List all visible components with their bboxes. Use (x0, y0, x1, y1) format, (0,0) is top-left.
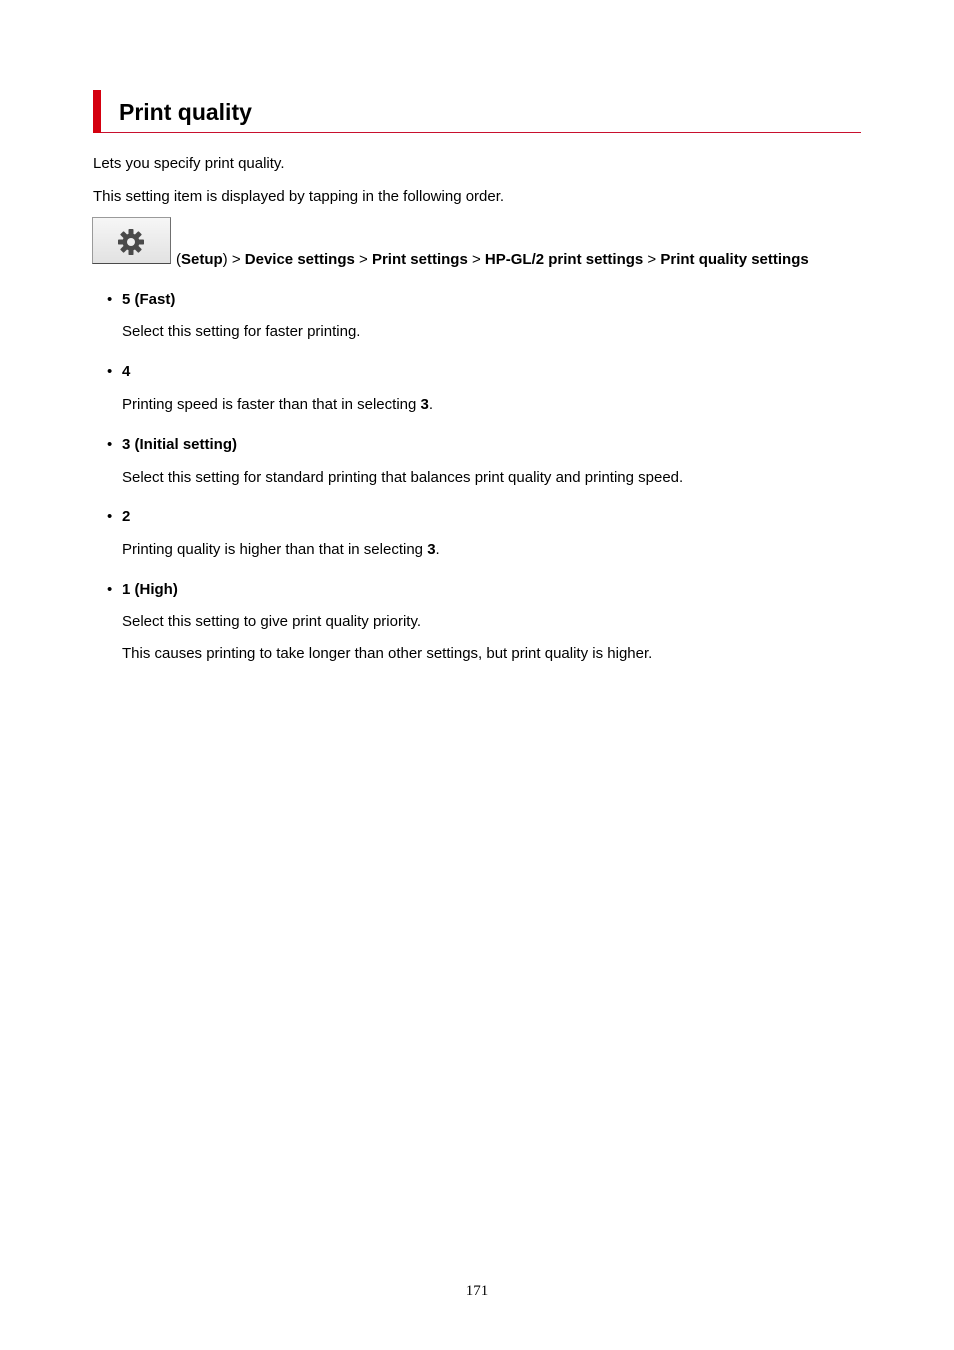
gear-icon (117, 228, 145, 256)
path-print-quality-settings: Print quality settings (660, 251, 809, 268)
intro-text: Lets you specify print quality. (93, 155, 285, 172)
description-text: . (428, 396, 434, 413)
option-description (122, 541, 440, 559)
path-separator: > (359, 251, 368, 268)
bullet: • (107, 436, 113, 453)
path-device-settings: Device settings (244, 251, 355, 268)
path-separator: > (647, 251, 657, 268)
heading-accent-bar (93, 90, 101, 133)
page-number: 171 (465, 1283, 489, 1299)
description-text: . (435, 541, 440, 558)
bullet: • (107, 581, 113, 598)
intro-text: This setting item is displayed by tapping in the following order. (93, 188, 505, 205)
page-title: Print quality (119, 99, 252, 125)
path-separator: > (231, 251, 241, 268)
option-title: 5 (Fast) (122, 291, 176, 308)
bullet: • (107, 508, 113, 525)
description-text: Printing speed is faster than that in selecting (122, 396, 421, 413)
path-hpgl2-print-settings: HP-GL/2 print settings (484, 251, 644, 268)
option-title: 2 (122, 508, 131, 525)
paren: ( (176, 251, 181, 268)
option-description: Select this setting to give print quality priority. (122, 613, 422, 630)
option-title: 1 (High) (122, 581, 178, 598)
page-heading (93, 90, 861, 133)
option-description: Select this setting for standard printing that balances print quality and printing speed. (122, 469, 684, 486)
bullet: • (107, 363, 113, 380)
option-description: Select this setting for faster printing. (122, 323, 361, 340)
description-bold-value: 3 (420, 396, 429, 413)
path-setup: Setup (181, 251, 223, 268)
path-separator: > (471, 251, 481, 268)
menu-path (176, 251, 809, 269)
option-description (122, 396, 433, 414)
option-title: 3 (Initial setting) (122, 436, 238, 453)
option-description: This causes printing to take longer than other settings, but print quality is higher. (122, 645, 653, 662)
description-text: Printing quality is higher than that in selecting (122, 541, 428, 558)
bullet: • (107, 291, 113, 308)
path-print-settings: Print settings (371, 251, 468, 268)
option-title: 4 (122, 363, 131, 380)
setup-button[interactable] (92, 217, 171, 264)
paren: ) (222, 251, 228, 268)
description-bold-value: 3 (427, 541, 436, 558)
